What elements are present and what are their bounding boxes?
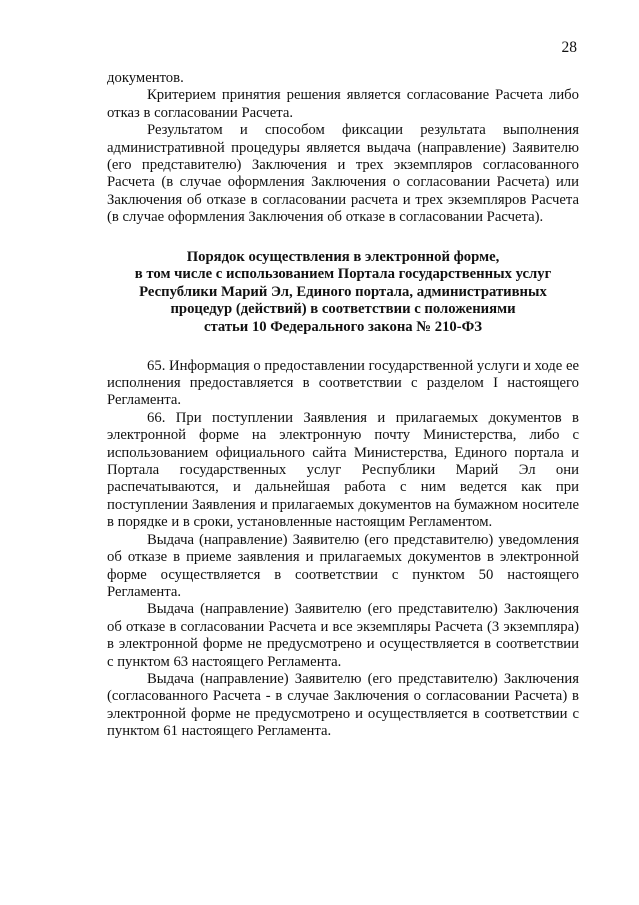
section-heading xyxy=(107,249,579,337)
heading-line: в том числе с использованием Портала государственных услуг xyxy=(134,266,552,283)
heading-line: статьи 10 Федерального закона № 210-ФЗ xyxy=(203,319,483,336)
paragraph-refusal-notice: Выдача (направление) Заявителю (его представителю) уведомления об отказе в приеме заявления и прилагаемых документов в электронной форме осуществляется в соответствии с пунктом 50 настоящего Регламента. xyxy=(107,531,579,600)
page-content xyxy=(107,70,579,741)
paragraph-continuation: документов. xyxy=(107,70,184,86)
paragraph-66: 66. При поступлении Заявления и прилагаемых документов в электронной форме на электронную почту Министерства, либо с использованием официального сайта Министерства, Единого портала и Портала государственных услуг Республики Марий Эл они распечатываются, и дальнейшая работа с ним ведется как при поступлении Заявления и прилагаемых документов на бумажном носителе в порядке и в сроки, установленные настоящим Регламентом. xyxy=(107,409,579,531)
paragraph-result: Результатом и способом фиксации результата выполнения административной процедуры является выдача (направление) Заявителю (его представителю) Заключения и трех экземпляров согласованного Расчета (в случае оформления Заключения о согласовании Расчета) или Заключения об отказе в согласовании расчета и трех экземпляров Расчета (в случае оформления Заключения об отказе в согласовании Расчета). xyxy=(107,122,579,226)
heading-line: Порядок осуществления в электронной форме, xyxy=(186,248,500,265)
paragraph-65: 65. Информация о предоставлении государственной услуги и ходе ее исполнения предоставляется в соответствии с разделом I настоящего Регламента. xyxy=(107,357,579,409)
paragraph-decision-criterion: Критерием принятия решения является согласование Расчета либо отказ в согласовании Расчета. xyxy=(107,87,579,121)
heading-line: Республики Марий Эл, Единого портала, административных xyxy=(139,283,547,300)
paragraph-refusal-conclusion: Выдача (направление) Заявителю (его представителю) Заключения об отказе в согласовании Расчета и все экземпляры Расчета (3 экземпляра) в электронной форме не предусмотрено и осуществляется в соответствии с пунктом 63 настоящего Регламента. xyxy=(107,601,579,670)
heading-line: процедур (действий) в соответствии с положениями xyxy=(170,301,516,318)
paragraphs-top xyxy=(107,70,579,227)
paragraph-approval-conclusion: Выдача (направление) Заявителю (его представителю) Заключения (согласованного Расчета - в случае Заключения о согласовании Расчета) в электронной форме не предусмотрено и осуществляется в соответствии с пунктом 61 настоящего Регламента. xyxy=(107,670,579,740)
paragraphs-bottom xyxy=(107,358,579,741)
page-number: 28 xyxy=(561,39,577,56)
